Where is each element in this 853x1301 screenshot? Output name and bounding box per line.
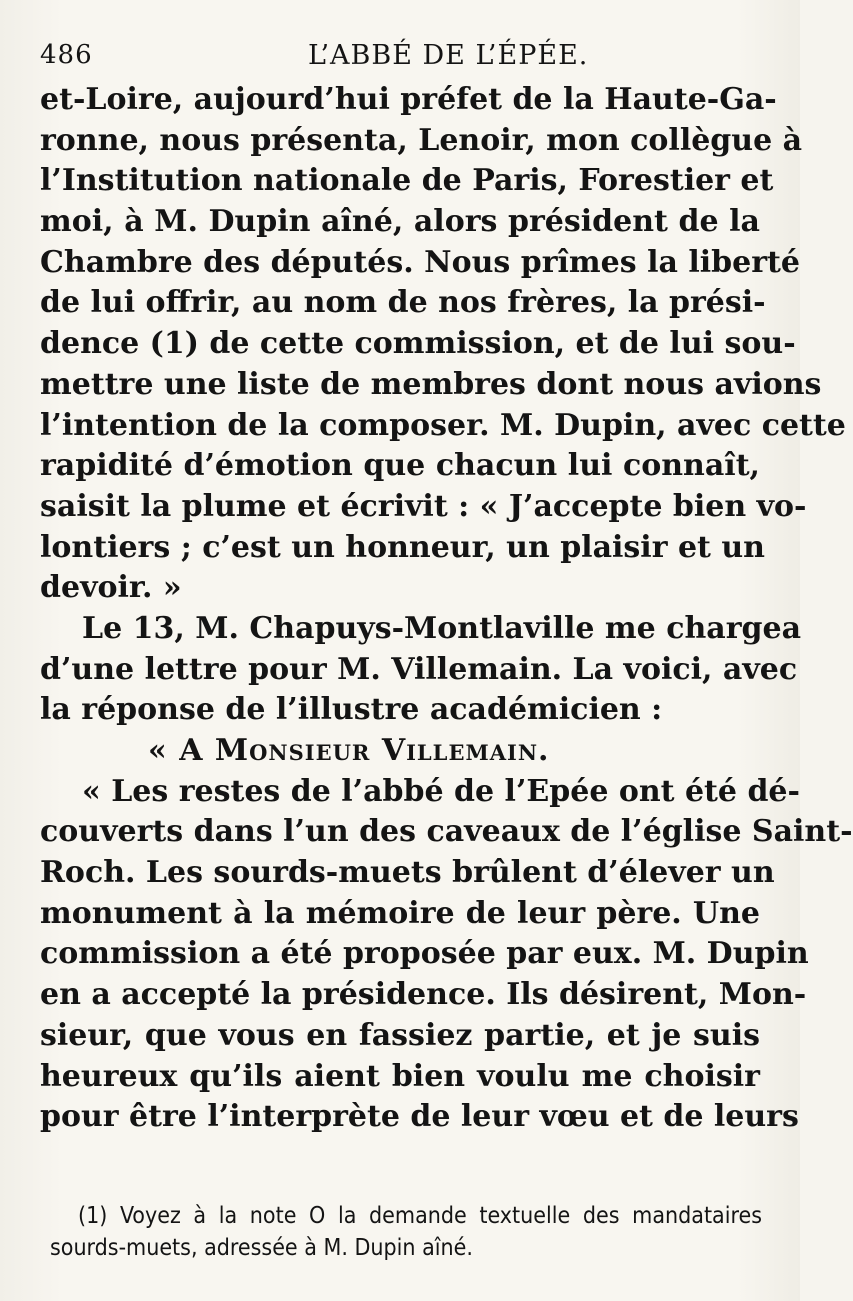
text-line: ronne, nous présenta, Lenoir, mon collègue à xyxy=(40,122,803,158)
text-line: lontiers ; c’est un honneur, un plaisir et un xyxy=(40,529,765,565)
text-line: pour être l’interprète de leur vœu et de leurs xyxy=(40,1099,799,1135)
text-line: et-Loire, aujourd’hui préfet de la Haute-Ga- xyxy=(40,82,777,117)
running-title: L’ABBÉ DE L’ÉPÉE. xyxy=(308,40,589,71)
text-line: devoir. » xyxy=(40,570,182,606)
text-line: heureux qu’ils aient bien voulu me choisir xyxy=(40,1058,760,1094)
letter-salutation: « A Monsieur Villemain. xyxy=(148,733,550,768)
text-line: d’une lettre pour M. Villemain. La voici, avec xyxy=(40,651,798,687)
text-line: en a accepté la présidence. Ils désirent, Mon- xyxy=(40,977,807,1013)
text-line: mettre une liste de membres dont nous avions xyxy=(40,366,822,402)
text-line: monument à la mémoire de leur père. Une xyxy=(40,895,760,931)
footnote-line: (1) Voyez à la note O la demande textuelle des mandataires xyxy=(78,1203,762,1229)
body-text xyxy=(40,80,853,1138)
footnote xyxy=(50,1200,762,1264)
text-line: commission a été proposée par eux. M. Dupin xyxy=(40,936,809,972)
text-line: rapidité d’émotion que chacun lui connaît, xyxy=(40,448,760,484)
text-line: Chambre des députés. Nous prîmes la liberté xyxy=(40,244,800,280)
text-line: Roch. Les sourds-muets brûlent d’élever un xyxy=(40,855,775,891)
footnote-line: sourds-muets, adressée à M. Dupin aîné. xyxy=(50,1235,473,1261)
running-head xyxy=(40,40,740,76)
text-line: couverts dans l’un des caveaux de l’église Saint- xyxy=(40,814,853,850)
text-line: de lui offrir, au nom de nos frères, la prési- xyxy=(40,285,766,321)
text-line: moi, à M. Dupin aîné, alors président de la xyxy=(40,204,760,240)
text-line: Le 13, M. Chapuys-Montlaville me chargea xyxy=(82,610,802,646)
text-line: l’Institution nationale de Paris, Forestier et xyxy=(40,163,774,199)
text-line: « Les restes de l’abbé de l’Epée ont été dé- xyxy=(82,773,800,809)
text-line: la réponse de l’illustre académicien : xyxy=(40,692,663,728)
page-number: 486 xyxy=(40,40,93,70)
text-line: l’intention de la composer. M. Dupin, avec cette xyxy=(40,407,846,443)
text-line: sieur, que vous en fassiez partie, et je suis xyxy=(40,1017,760,1053)
text-line: saisit la plume et écrivit : « J’accepte bien vo- xyxy=(40,488,807,524)
text-line: dence (1) de cette commission, et de lui sou- xyxy=(40,326,796,362)
